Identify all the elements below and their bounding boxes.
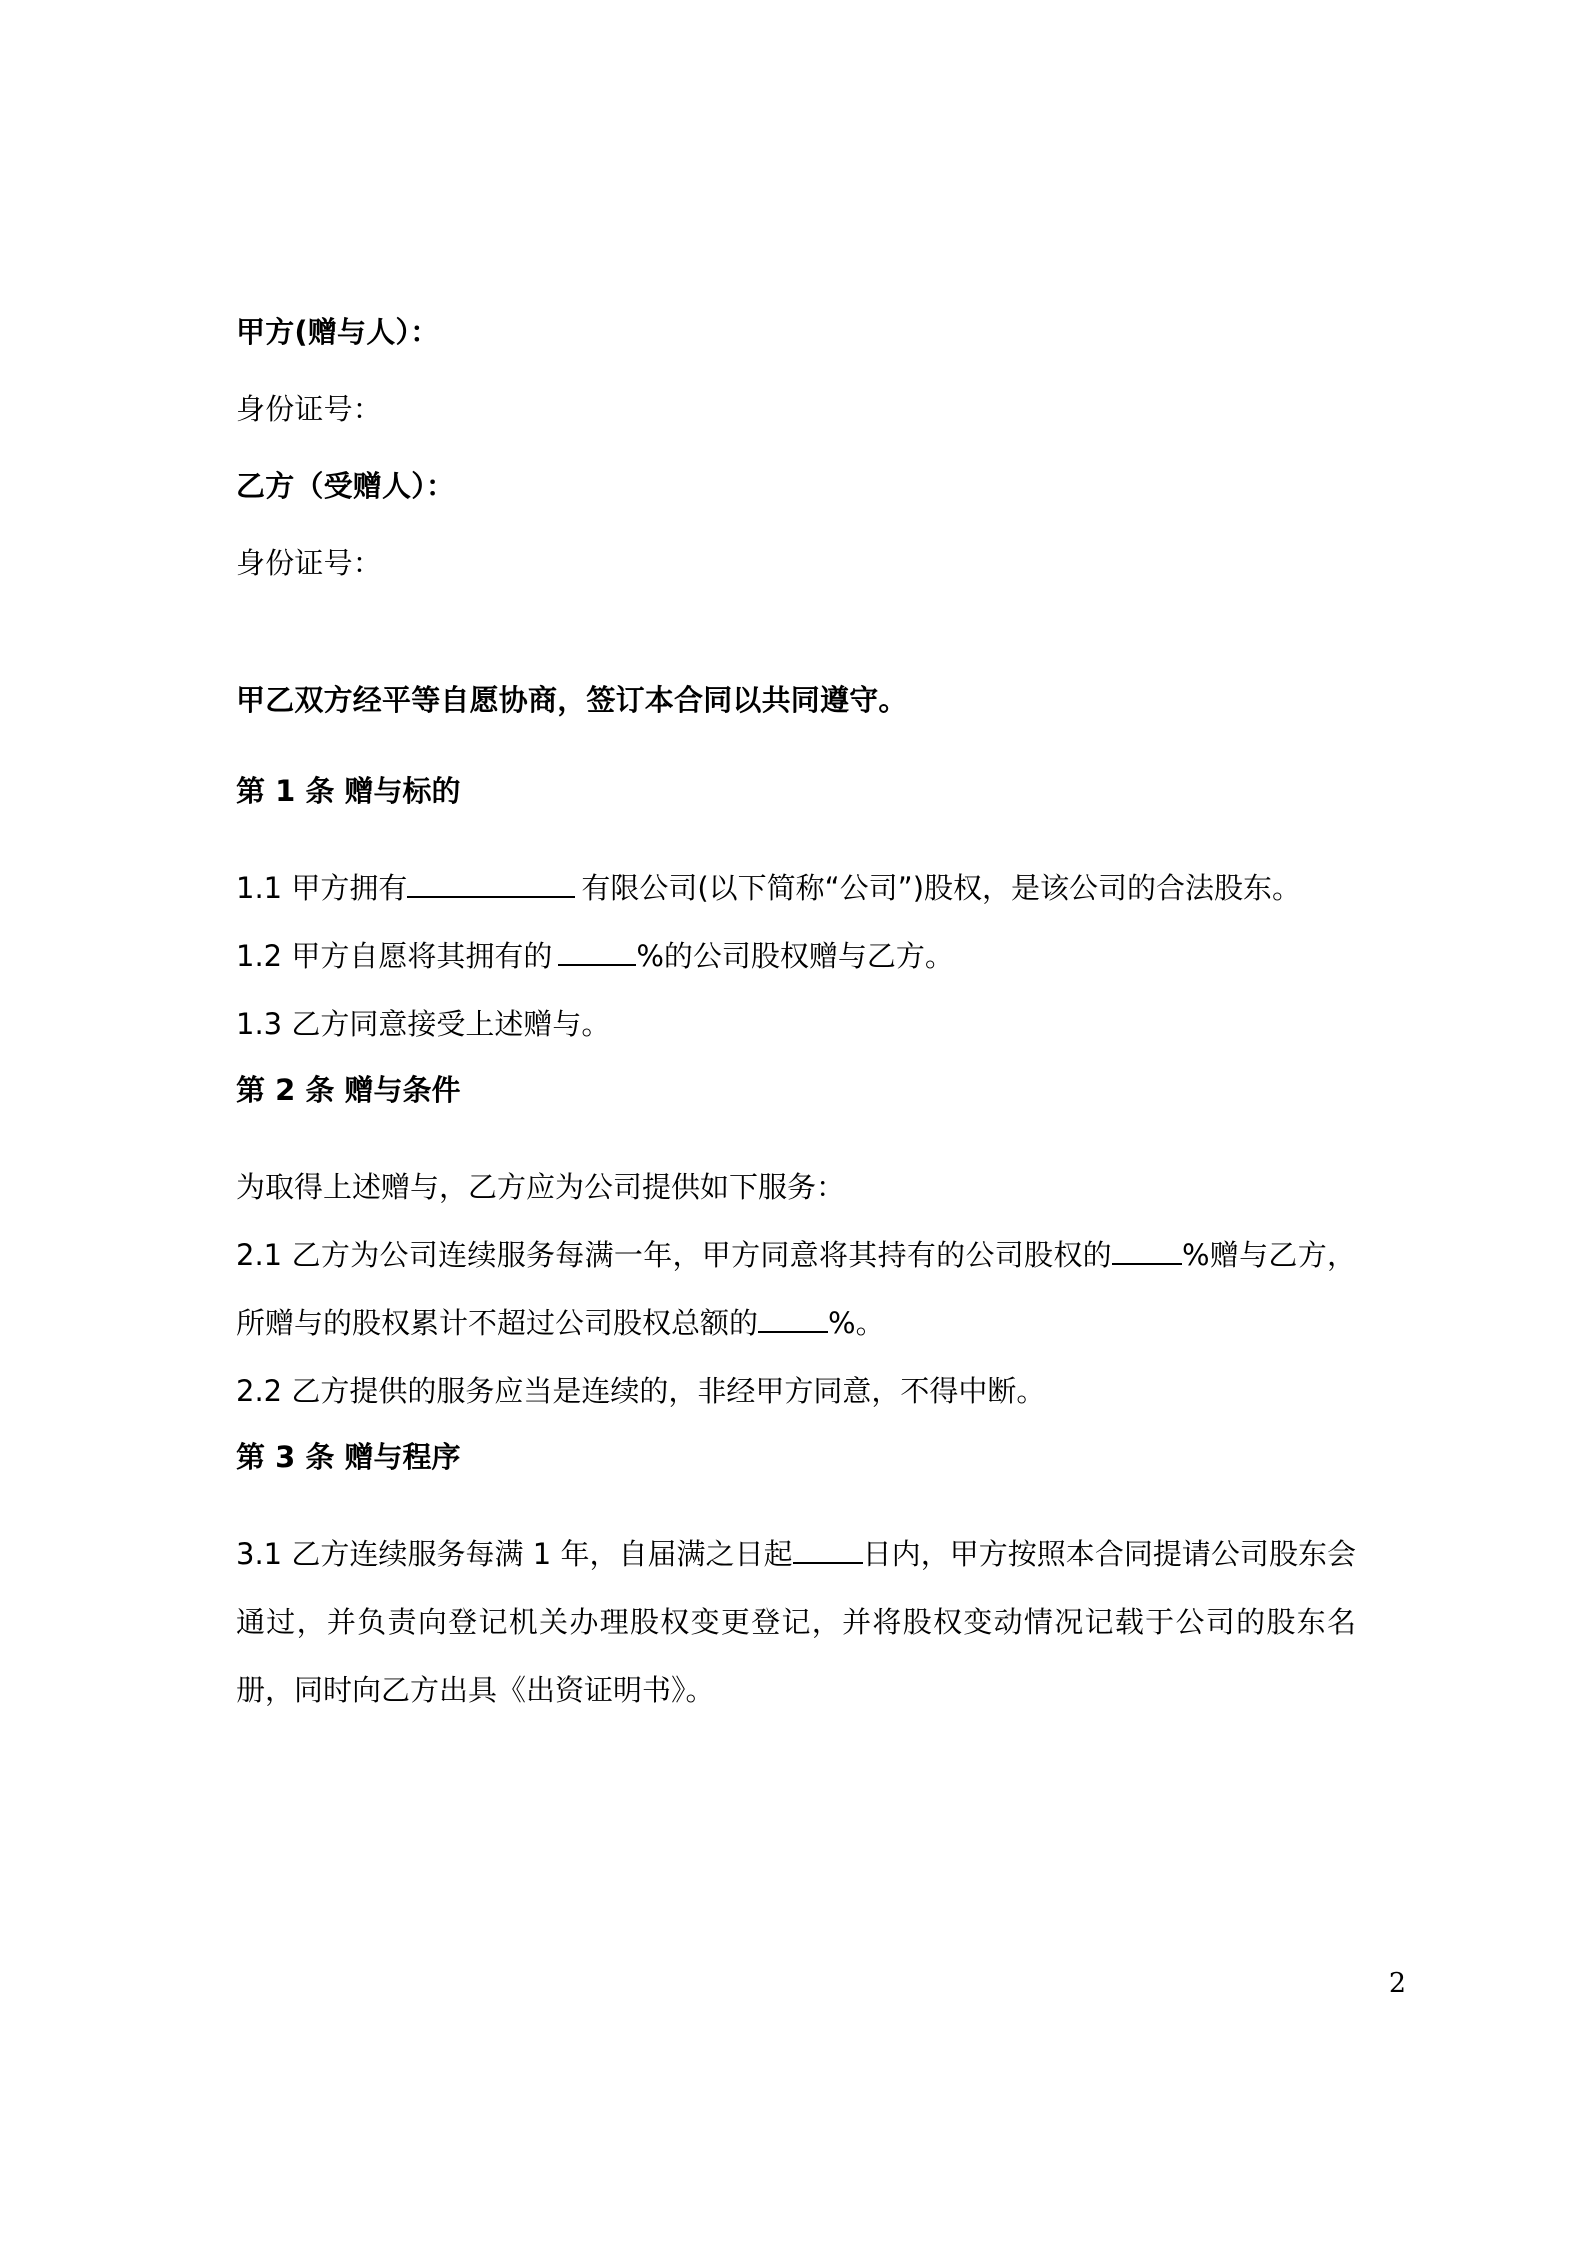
clause-1-1-prefix: 1.1 甲方拥有 bbox=[236, 871, 408, 905]
fill-blank-days[interactable] bbox=[793, 1562, 863, 1564]
clause-2-1-middle: %赠与乙方，所赠与的股权累计不超过公司股权总额的 bbox=[236, 1238, 1356, 1340]
party-a-label: 甲方(赠与人）： bbox=[236, 315, 440, 349]
clause-1-2 bbox=[236, 922, 1356, 990]
clause-1-1 bbox=[236, 854, 1356, 922]
section-2-heading: 第 2 条 赠与条件 bbox=[236, 1073, 461, 1107]
fill-blank-percent-1[interactable] bbox=[558, 964, 636, 966]
clause-1-2-middle: %的公司股权赠与乙方。 bbox=[636, 939, 954, 973]
party-a-id-label: 身份证号： bbox=[236, 392, 383, 426]
clause-2-1-suffix: %。 bbox=[828, 1306, 885, 1340]
clause-3-1-middle: 日内，甲方按照本合同提请公司股东会通过，并负责向登记机关办理股权变更登记，并将股权变动情况记载于公司的股东名册，同时向乙方出具《出资证明书》。 bbox=[236, 1537, 1356, 1707]
fill-blank-percent-2[interactable] bbox=[1112, 1263, 1182, 1265]
document-body bbox=[236, 315, 1356, 1724]
section-2-intro: 为取得上述赠与，乙方应为公司提供如下服务： bbox=[236, 1170, 846, 1204]
clause-3-1-prefix: 3.1 乙方连续服务每满 1 年，自届满之日起 bbox=[236, 1537, 793, 1571]
party-b-id-label: 身份证号： bbox=[236, 546, 383, 580]
fill-blank-percent-3[interactable] bbox=[758, 1331, 828, 1333]
clause-1-2-prefix: 1.2 甲方自愿将其拥有的 bbox=[236, 939, 553, 973]
clause-3-1 bbox=[236, 1520, 1356, 1724]
section-1-heading: 第 1 条 赠与标的 bbox=[236, 774, 461, 808]
section-3-heading: 第 3 条 赠与程序 bbox=[236, 1440, 461, 1474]
clause-2-1 bbox=[236, 1221, 1356, 1357]
clause-1-1-middle: 有限公司(以下简称“公司”)股权，是该公司的合法股东。 bbox=[581, 871, 1302, 905]
preamble: 甲乙双方经平等自愿协商，签订本合同以共同遵守。 bbox=[236, 683, 908, 717]
party-b-label: 乙方（受赠人）： bbox=[236, 469, 456, 503]
clause-2-1-prefix: 2.1 乙方为公司连续服务每满一年，甲方同意将其持有的公司股权的 bbox=[236, 1238, 1112, 1272]
clause-2-2: 2.2 乙方提供的服务应当是连续的，非经甲方同意，不得中断。 bbox=[236, 1374, 1046, 1408]
clause-1-3: 1.3 乙方同意接受上述赠与。 bbox=[236, 1007, 611, 1041]
fill-blank-company-name[interactable] bbox=[407, 896, 575, 898]
page-number: 2 bbox=[1388, 1968, 1406, 1999]
